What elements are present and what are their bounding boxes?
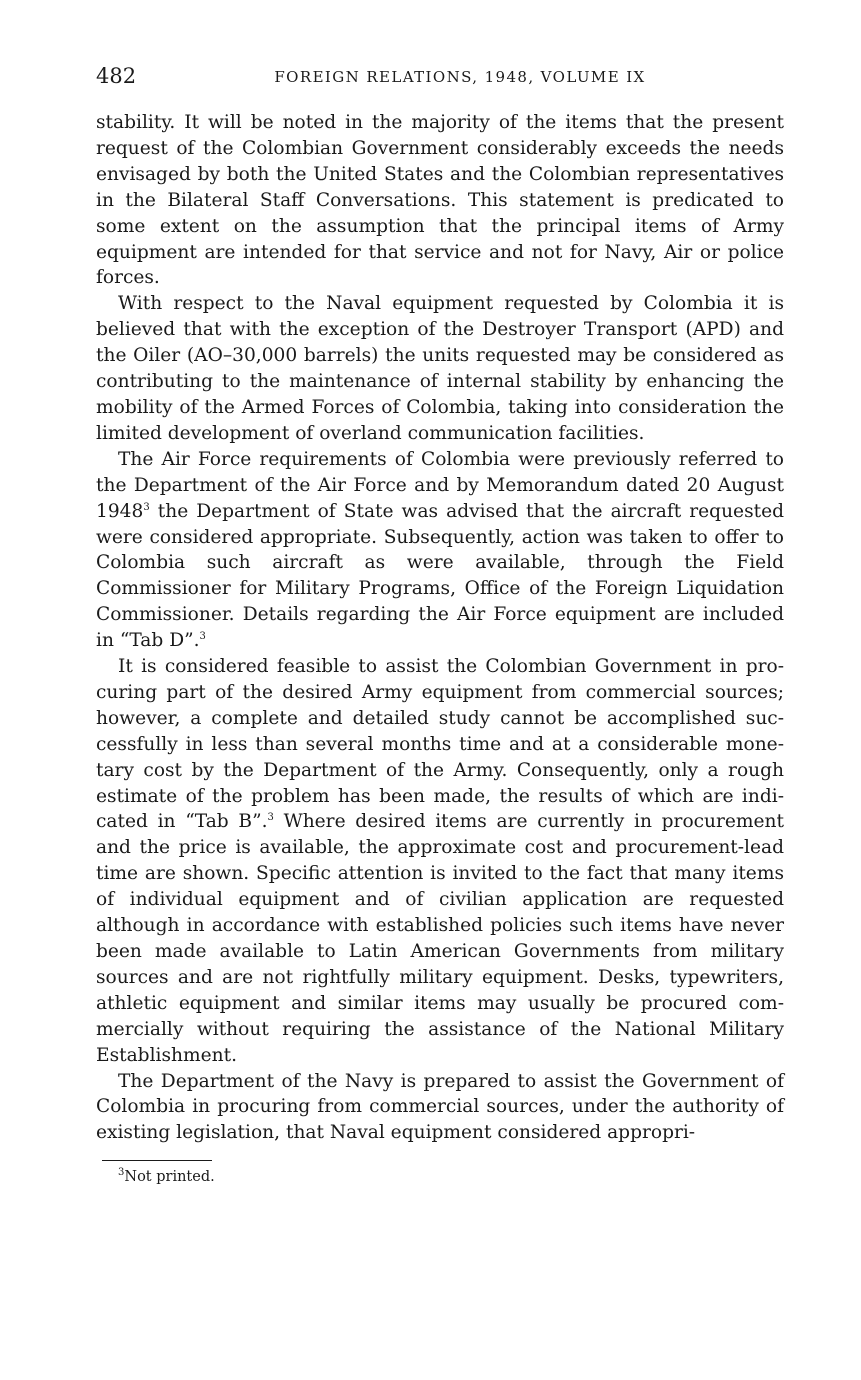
paragraph-2: With respect to the Naval equipment requested by Colombia it is believed that with the exception of the Destroyer Transport (APD) and the Oiler (AO–30,000 barrels) the units requested may be considered as contributing to the maintenance of internal stability by enhancing the mobility of the Armed Forces of Colombia, taking into consideration the limited development of overland communication facilities.	[96, 293, 784, 444]
paragraph-3-part-1: The Air Force requirements of Colombia were previously referred to the Department of the Air Force and by Memorandum dated 20 August 1948	[96, 448, 784, 522]
paragraph-1: stability. It will be noted in the majority of the items that the present request of the Colombian Government considerably exceeds the needs envisaged by both the United States and the Colombian representatives in the Bilateral Staff Conversations. This statement is predicated to some extent on the assumption that the principal items of Army equipment are intended for that service and not for Navy, Air or police forces.	[96, 112, 784, 289]
paragraph-4-part-1: It is considered feasible to assist the Colombian Government in procuring part of the desired Army equipment from commercial sources; however, a complete and detailed study cannot be accomplished successfully in less than several months time and at a considerable monetary cost by the Department of the Army. Consequently, only a rough estimate of the problem has been made, the results of which are indicated in “Tab B”.	[96, 656, 784, 833]
running-title: FOREIGN RELATIONS, 1948, VOLUME IX	[274, 68, 646, 86]
footnote-reference: 3	[199, 630, 206, 642]
document-page	[96, 64, 784, 1185]
page-number: 482	[96, 64, 137, 88]
running-head	[96, 64, 784, 98]
footnote-reference: 3	[143, 501, 150, 513]
body-text	[96, 110, 784, 1146]
paragraph-3	[96, 447, 784, 654]
footnote-marker: 3	[118, 1167, 125, 1179]
paragraph-4-part-2: Where desired items are currently in procurement and the price is available, the approximate cost and procurement-lead time are shown. Specific attention is invited to the fact that many items of individual equipment and of civilian application are requested although in accordance with established policies such items have never been made available to Latin American Governments from military sources and are not rightfully military equipment. Desks, typewriters, athletic equipment and similar items may usually be procured commercially without requiring the assistance of the National Military Establishment.	[96, 811, 784, 1066]
footnote-text: Not printed.	[124, 1169, 215, 1186]
footnote-reference: 3	[267, 812, 274, 824]
footnote	[118, 1169, 784, 1185]
footnote-rule	[102, 1160, 212, 1161]
paragraph-5: The Department of the Navy is prepared to assist the Government of Colombia in procuring from commercial sources, under the authority of existing legislation, that Naval equipment considered appropri-	[96, 1070, 784, 1144]
paragraph-3-part-2: the Department of State was advised that the aircraft requested were considered appropriate. Subsequently, action was taken to offer to Colombia such aircraft as were available, through the Field Commissioner for Military Programs, Office of the Foreign Liquidation Commissioner. Details regarding the Air Force equipment are included in “Tab D”.	[96, 500, 784, 652]
paragraph-4	[96, 654, 784, 1069]
